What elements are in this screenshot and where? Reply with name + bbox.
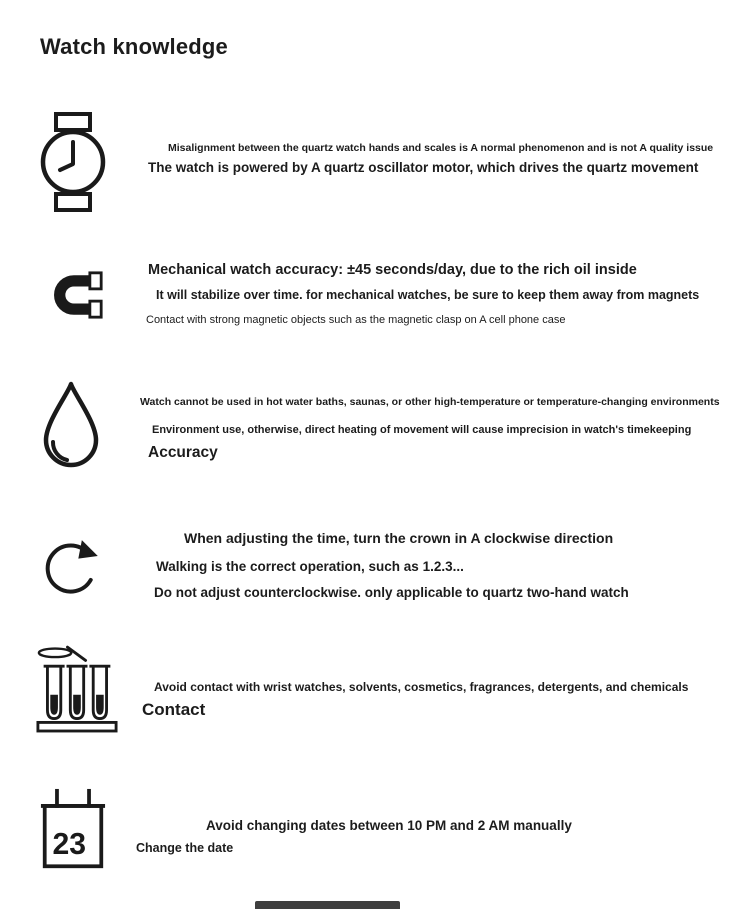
walking-operation-line: Walking is the correct operation, such as 1.2.3... — [156, 558, 464, 574]
section-date-change — [40, 786, 572, 873]
date-change-warning-line: Avoid changing dates between 10 PM and 2 AM manually — [206, 818, 572, 833]
wristwatch-icon — [38, 112, 108, 212]
quartz-note-line: Misalignment between the quartz watch hands and scales is A normal phenomenon and is not A quality issue — [168, 142, 714, 154]
calendar-day-number: 23 — [52, 828, 87, 862]
chemical-avoid-line: Avoid contact with wrist watches, solvents, cosmetics, fragrances, detergents, and chemicals — [154, 680, 689, 694]
change-date-heading: Change the date — [136, 841, 234, 856]
calendar-icon — [40, 786, 106, 873]
contact-heading: Contact — [142, 700, 206, 720]
temperature-warning-line: Watch cannot be used in hot water baths, saunas, or other high-temperature or temperature-changing environments — [140, 396, 720, 408]
accuracy-heading: Accuracy — [148, 443, 218, 461]
counterclockwise-warning-line: Do not adjust counterclockwise. only applicable to quartz two-hand watch — [154, 584, 629, 600]
magnet-contact-line: Contact with strong magnetic objects such as the magnetic clasp on A cell phone case — [146, 314, 566, 327]
section-temperature — [36, 376, 720, 476]
magnet-icon — [38, 262, 104, 328]
temperature-detail-line: Environment use, otherwise, direct heating of movement will cause imprecision in watch's timekeeping — [152, 423, 692, 436]
bottom-bar — [255, 901, 400, 909]
section-chemical-contact — [36, 642, 688, 738]
section-quartz-movement — [38, 112, 713, 212]
crown-clockwise-line: When adjusting the time, turn the crown in A clockwise direction — [184, 530, 614, 546]
section-time-adjustment — [42, 520, 629, 601]
water-drop-icon — [36, 376, 106, 476]
test-tubes-icon — [36, 642, 118, 738]
magnet-accuracy-line: Mechanical watch accuracy: ±45 seconds/day, due to the rich oil inside — [148, 262, 637, 278]
quartz-main-line: The watch is powered by A quartz oscillator motor, which drives the quartz movement — [148, 159, 699, 175]
section-magnetism — [38, 258, 699, 328]
page-title: Watch knowledge — [40, 34, 228, 59]
clockwise-rotation-icon — [42, 528, 104, 600]
magnet-stabilize-line: It will stabilize over time. for mechanical watches, be sure to keep them away from magnets — [156, 288, 700, 303]
